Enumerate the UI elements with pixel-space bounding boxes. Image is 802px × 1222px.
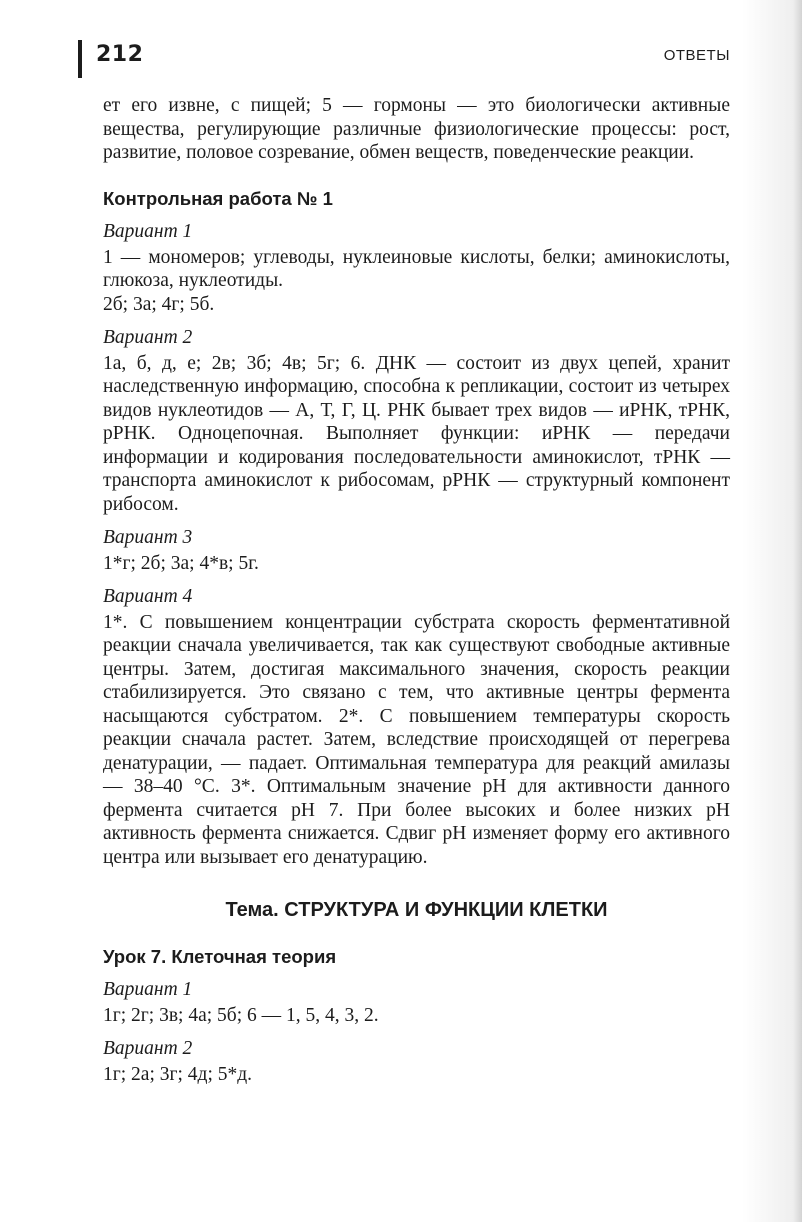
test1-variant3-text: 1*г; 2б; 3а; 4*в; 5г. <box>103 552 259 574</box>
test1-title: Контрольная работа № 1 <box>103 187 333 209</box>
test1-variant2-text: 1а, б, д, е; 2в; 3б; 4в; 5г; 6. ДНК — состоит из двух цепей, хранит наследственную информацию, способна к репликации, состоит из четырех видов нуклеотидов — А, Т, Г, Ц. РНК бывает трех видов — иРНК, тРНК, рРНК. Одноцепочная. Выполняет функции: иРНК — передачи информации и кодирования последовательности аминокислот, тРНК — транспорта аминокислот к рибосомам, рРНК — структурный компонент рибосом. <box>103 352 730 515</box>
lesson7-variant2-text: 1г; 2а; 3г; 4д; 5*д. <box>103 1063 253 1085</box>
lesson7-variant2-label: Вариант 2 <box>103 1038 193 1059</box>
test1-variant1-line1: 1 — мономеров; углеводы, нуклеиновые кислоты, белки; аминокислоты, глюкоза, нуклеотиды. <box>103 246 730 291</box>
lesson7-title: Урок 7. Клеточная теория <box>103 945 337 967</box>
intro-paragraph: ет его извне, с пищей; 5 — гормоны — это биологически активные вещества, регулирующие различные физиологические процессы: рост, развитие, половое созревание, обмен веществ, поведенческие реакции. <box>103 95 730 163</box>
page-edge-shadow <box>742 0 802 1222</box>
test1-variant1-label: Вариант 1 <box>103 221 193 242</box>
test1-variant4-text: 1*. С повышением концентрации субстрата скорость ферментативной реакции сначала увеличивается, так как существуют свободные активные центры. Затем, достигая максимального значения, скорость реакции стабилизируется. Это связано с тем, что активные центры фермента насыщаются субстратом. 2*. С повышением температуры скорость реакции сначала растет. Затем, вследствие происходящей от перегрева денатурации, — падает. Оптимальная температура для реакций амилазы — 38–40 °С. 3*. Оптимальным значение pH для активности данного фермента считается pH 7. При более высоких и более низких pH активность фермента снижается. Сдвиг pH изменяет форму его активного центра или вызывает его денатурацию. <box>103 611 730 868</box>
page-body <box>103 94 730 1086</box>
test1-variant1-line2: 2б; 3а; 4г; 5б. <box>103 293 215 315</box>
page-number: 212 <box>96 42 144 67</box>
test1-variant4-label: Вариант 4 <box>103 586 193 607</box>
lesson7-variant1-label: Вариант 1 <box>103 979 193 1000</box>
test1-variant3-label: Вариант 3 <box>103 527 193 548</box>
running-head: ОТВЕТЫ <box>663 47 730 64</box>
lesson7-variant1-text: 1г; 2г; 3в; 4а; 5б; 6 — 1, 5, 4, 3, 2. <box>103 1004 379 1026</box>
test1-variant2-label: Вариант 2 <box>103 327 193 348</box>
header-bar <box>78 40 82 78</box>
topic-title: Тема. СТРУКТУРА И ФУНКЦИИ КЛЕТКИ <box>225 899 608 921</box>
